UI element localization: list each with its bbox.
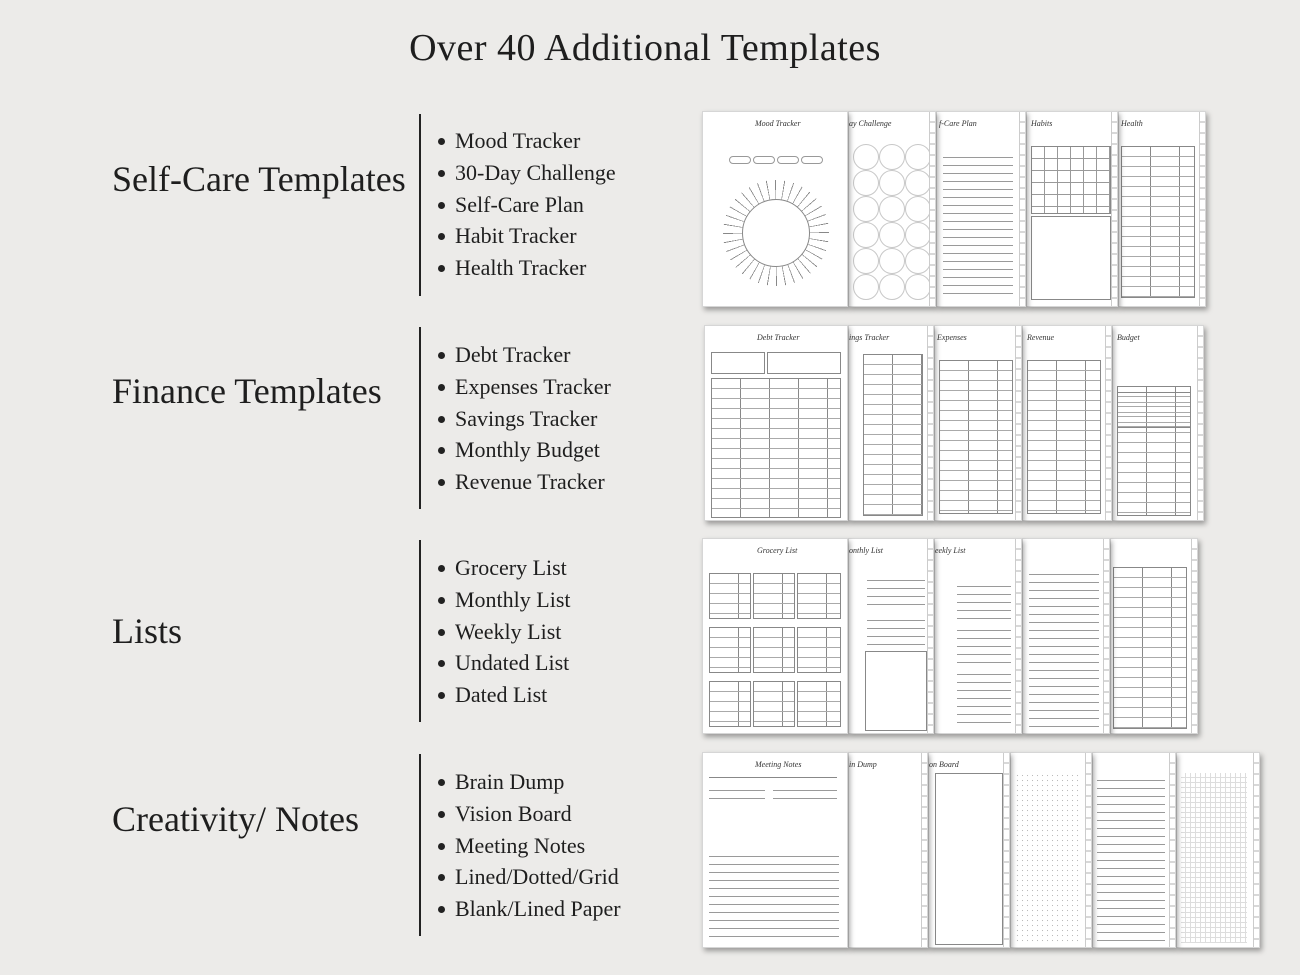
preview-page [1112, 325, 1204, 521]
table-lines [1117, 392, 1191, 516]
page-tabs [1019, 112, 1025, 306]
page-preview-title: Debt Tracker [757, 333, 800, 342]
page-preview-title: in Dump [849, 760, 877, 769]
lined-area [867, 573, 925, 609]
info-box [767, 352, 841, 374]
grocery-box [753, 573, 795, 619]
lined-area [867, 613, 925, 645]
page-preview-title: Budget [1117, 333, 1140, 342]
list-item: Lined/Dotted/Grid [437, 861, 621, 893]
grocery-box [709, 627, 751, 673]
page-preview-title: Mood Tracker [755, 119, 801, 128]
agenda-lines [709, 783, 765, 803]
preview-page [848, 325, 934, 521]
challenge-circle [853, 144, 879, 170]
lined-area [1097, 773, 1165, 943]
page-tabs [1015, 326, 1021, 520]
template-list [437, 125, 616, 284]
list-item: Expenses Tracker [437, 371, 611, 403]
list-item: Habit Tracker [437, 220, 616, 252]
page-title: Over 40 Additional Templates [409, 27, 881, 69]
template-previews [700, 752, 1265, 952]
page-tabs [1015, 539, 1021, 733]
page-preview-title: ay Challenge [849, 119, 892, 128]
page-tabs [1085, 753, 1091, 947]
page-preview-title: Health [1121, 119, 1143, 128]
grid-pattern [1181, 773, 1247, 943]
section-divider [419, 114, 421, 296]
list-item: 30-Day Challenge [437, 157, 616, 189]
page-preview-title: f-Care Plan [939, 119, 977, 128]
table-lines [863, 354, 923, 516]
challenge-circle [905, 222, 931, 248]
challenge-circle [853, 274, 879, 300]
page-preview-title: on Board [929, 760, 959, 769]
preview-page [702, 752, 848, 948]
lined-area [943, 150, 1013, 300]
challenge-circle [905, 196, 931, 222]
notes-box [865, 651, 927, 731]
grocery-box [709, 573, 751, 619]
list-item: Monthly Budget [437, 434, 611, 466]
page-tabs [1105, 326, 1111, 520]
page-preview-title: Habits [1031, 119, 1053, 128]
mood-key [753, 156, 775, 164]
preview-page [1026, 111, 1118, 307]
preview-page [702, 111, 848, 307]
list-item: Mood Tracker [437, 125, 616, 157]
challenge-circle [905, 248, 931, 274]
challenge-circle [879, 144, 905, 170]
list-item: Dated List [437, 679, 571, 711]
page-tabs [1253, 753, 1259, 947]
preview-page [1110, 538, 1198, 734]
list-item: Weekly List [437, 616, 571, 648]
lined-area [957, 579, 1011, 619]
grocery-box [753, 681, 795, 727]
grocery-box [709, 681, 751, 727]
template-previews [700, 538, 1210, 738]
category-heading: Self-Care Templates [112, 159, 406, 199]
preview-page [702, 538, 848, 734]
challenge-circle [879, 170, 905, 196]
table-lines [711, 378, 841, 518]
grocery-box [797, 681, 841, 727]
vision-board-box [935, 773, 1003, 945]
category-heading: Creativity/ Notes [112, 799, 359, 839]
table-lines [1113, 567, 1187, 729]
dot-pattern [1015, 773, 1081, 943]
page-tabs [1169, 753, 1175, 947]
template-list [437, 552, 571, 711]
page-tabs [1197, 326, 1203, 520]
challenge-circle [853, 196, 879, 222]
preview-page [848, 111, 936, 307]
preview-page [1010, 752, 1092, 948]
challenge-circle [879, 248, 905, 274]
preview-page [1118, 111, 1206, 307]
challenge-circle [879, 222, 905, 248]
page-tabs [927, 539, 933, 733]
agenda-lines [773, 783, 837, 803]
list-item: Meeting Notes [437, 830, 621, 862]
template-list [437, 766, 621, 925]
preview-page [848, 752, 928, 948]
mood-wheel [723, 180, 829, 286]
section-divider [419, 327, 421, 509]
page-tabs [1191, 539, 1197, 733]
section-divider [419, 540, 421, 722]
notes-lines [709, 849, 839, 943]
mood-key [801, 156, 823, 164]
preview-page [934, 325, 1022, 521]
mood-key [777, 156, 799, 164]
template-previews [700, 111, 1210, 311]
preview-page [848, 538, 934, 734]
preview-page [934, 538, 1022, 734]
challenge-circle [879, 274, 905, 300]
list-item: Brain Dump [437, 766, 621, 798]
info-box [711, 352, 765, 374]
page-preview-title: Expenses [937, 333, 967, 342]
challenge-circle [853, 170, 879, 196]
preview-page [1092, 752, 1176, 948]
page-tabs [1003, 753, 1009, 947]
preview-page [1176, 752, 1260, 948]
page-tabs [921, 753, 927, 947]
page-preview-title: eekly List [935, 546, 966, 555]
section-divider [419, 754, 421, 936]
template-list [437, 339, 611, 498]
challenge-circle [853, 248, 879, 274]
page-preview-title: Meeting Notes [755, 760, 802, 769]
page-tabs [927, 326, 933, 520]
preview-page [1022, 538, 1110, 734]
mood-key [729, 156, 751, 164]
list-item: Undated List [437, 647, 571, 679]
preview-page [704, 325, 848, 521]
page-tabs [929, 112, 935, 306]
meeting-info-line [709, 777, 837, 778]
list-item: Monthly List [437, 584, 571, 616]
table-lines [1121, 146, 1195, 298]
list-item: Blank/Lined Paper [437, 893, 621, 925]
list-item: Debt Tracker [437, 339, 611, 371]
list-item: Vision Board [437, 798, 621, 830]
table-lines [1027, 360, 1101, 514]
list-item: Grocery List [437, 552, 571, 584]
category-heading: Finance Templates [112, 371, 382, 411]
category-heading: Lists [112, 611, 183, 651]
preview-page [1022, 325, 1112, 521]
page-preview-title: onthly List [849, 546, 884, 555]
list-item: Health Tracker [437, 252, 616, 284]
challenge-circle [853, 222, 879, 248]
page-preview-title: ings Tracker [849, 333, 890, 342]
table-lines [939, 360, 1013, 514]
lined-area [1029, 567, 1099, 727]
preview-page [936, 111, 1026, 307]
grocery-box [797, 573, 841, 619]
challenge-circle [905, 144, 931, 170]
habit-grid [1031, 146, 1111, 214]
template-previews [700, 325, 1210, 525]
page-tabs [1111, 112, 1117, 306]
challenge-circle [879, 196, 905, 222]
grocery-box [753, 627, 795, 673]
page-tabs [1199, 112, 1205, 306]
grocery-box [797, 627, 841, 673]
list-item: Self-Care Plan [437, 189, 616, 221]
challenge-circle [905, 274, 931, 300]
notes-box [1031, 216, 1111, 300]
page-preview-title: Revenue [1027, 333, 1055, 342]
preview-page [928, 752, 1010, 948]
lined-area [957, 667, 1011, 727]
list-item: Revenue Tracker [437, 466, 611, 498]
page-preview-title: Grocery List [757, 546, 798, 555]
list-item: Savings Tracker [437, 403, 611, 435]
page-tabs [1103, 539, 1109, 733]
lined-area [957, 623, 1011, 663]
challenge-circle [905, 170, 931, 196]
